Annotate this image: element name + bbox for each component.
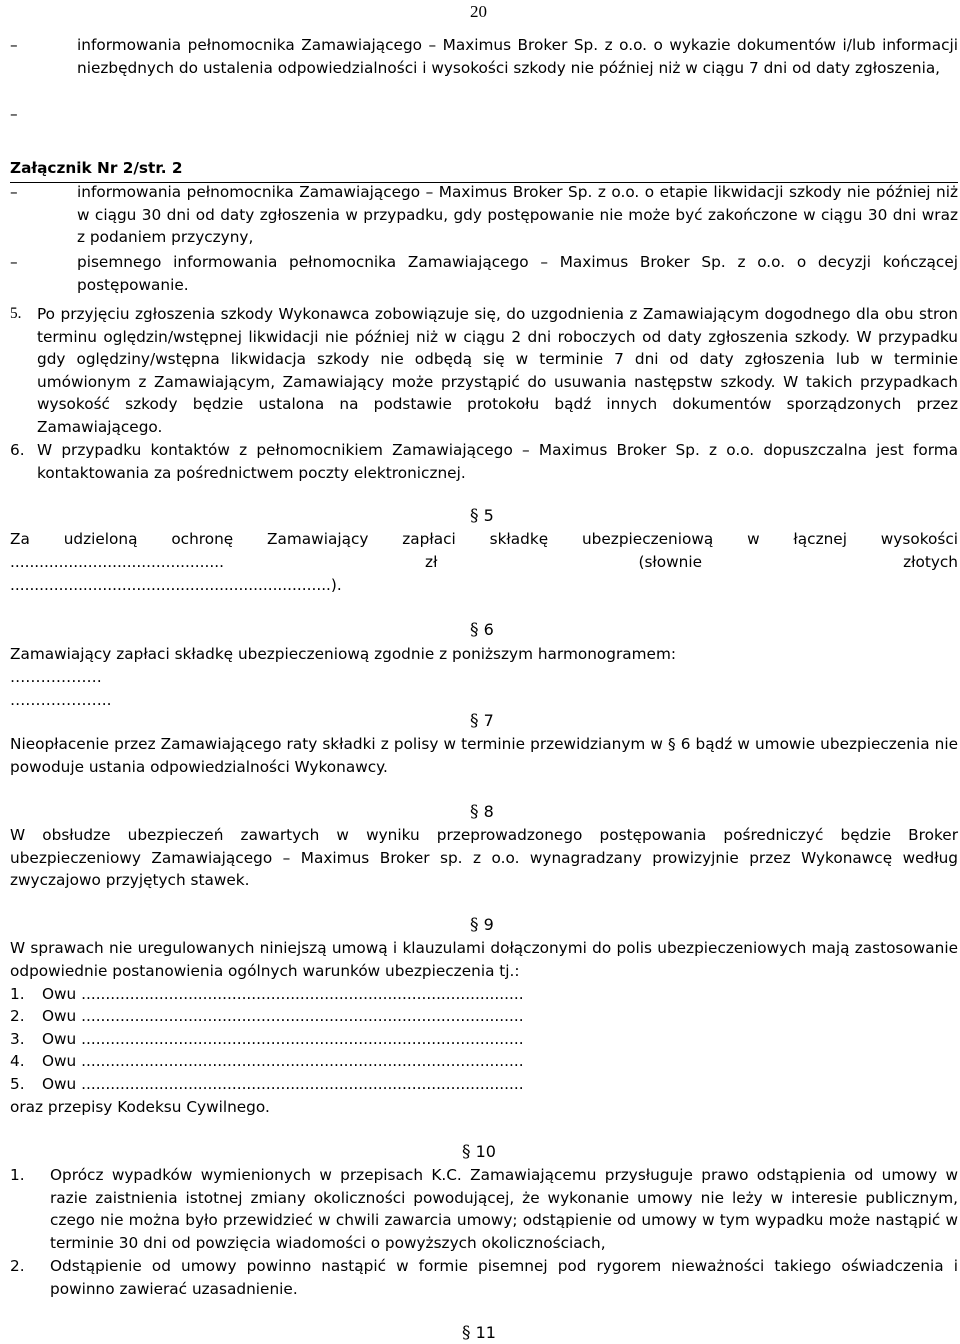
section-number: 10 (475, 1142, 496, 1161)
point-text: Oprócz wypadków wymienionych w przepisach K.C. Zamawiającemu przysługuje prawo odstąpienia od umowy w razie zaistnienia istotnej zmiany okoliczności powodującej, że wykonanie umowy nie leży w interesie publicznym, czego nie można było przewidzieć w chwili zawarcia umowy; odstąpienie od umowy w tym wypadku może nastąpić w terminie 30 dni od powzięcia wiadomości o powyższych okolicznościach, (50, 1166, 958, 1252)
item-number: 1. (10, 985, 25, 1003)
point-number: 1. (10, 1166, 25, 1184)
list-item (10, 1028, 524, 1051)
list-item (10, 1005, 524, 1028)
list-item-text: informowania pełnomocnika Zamawiającego – Maximus Broker Sp. z o.o. o wykazie dokumentów i/lub informacji niezbędnych do ustalenia odpowiedzialności i wysokości szkody nie później niż w ciągu 7 dni od daty zgłoszenia, (77, 36, 958, 77)
section-heading-11 (462, 1322, 496, 1344)
item-number: 5. (10, 1075, 25, 1093)
point-text: W przypadku kontaktów z pełnomocnikiem Zamawiającego – Maximus Broker Sp. z o.o. dopuszczalna jest forma kontaktowania za pośrednictwem poczty elektronicznej. (37, 441, 958, 482)
attachment-heading: Załącznik Nr 2/str. 2 (10, 159, 183, 177)
section-number: 7 (483, 711, 494, 730)
section-6-line-3: ……………….. (10, 691, 112, 709)
item-text: Owu ........................................................................................... (42, 1075, 524, 1093)
section-symbol: § (470, 802, 479, 822)
section-number: 9 (483, 915, 494, 934)
section-9-closing: oraz przepisy Kodeksu Cywilnego. (10, 1098, 270, 1116)
section-number: 11 (475, 1323, 496, 1342)
section-8-text: W obsłudze ubezpieczeń zawartych w wyniku przeprowadzonego postępowania pośredniczyć będzie Broker ubezpieczeniowy Zamawiającego – Maximus Broker sp. z o.o. wynagradzany prowizyjnie przez Wykonawcę według zwyczajowo przyjętych stawek. (10, 826, 958, 889)
dash-bullet: – (10, 105, 18, 123)
list-item (10, 181, 958, 249)
section-6-line-2: ……………… (10, 668, 102, 686)
section-heading-9 (470, 914, 494, 936)
point-text: Odstąpienie od umowy powinno nastąpić w formie pisemnej pod rygorem nieważności takiego oświadczenia i powinno zawierać uzasadnienie. (50, 1257, 958, 1298)
page-number: 20 (470, 2, 487, 21)
section-5-line-1: Za udzieloną ochronę Zamawiający zapłaci składkę ubezpieczeniową w łącznej wysokości (10, 530, 958, 548)
item-number: 4. (10, 1052, 25, 1070)
numbered-point-2 (10, 1255, 958, 1300)
dash-bullet: – (10, 253, 18, 271)
dash-bullet: – (10, 183, 18, 201)
section-heading-7 (470, 710, 494, 732)
item-text: Owu ........................................................................................... (42, 1030, 524, 1048)
section-symbol: § (470, 506, 479, 526)
item-number: 2. (10, 1007, 25, 1025)
section-5-line-3: ..................................................................). (10, 576, 342, 594)
numbered-point-1 (10, 1164, 958, 1254)
section-7-text: Nieopłacenie przez Zamawiającego raty składki z polisy w terminie przewidzianym w § 6 bądź w umowie ubezpieczenia nie powoduje ustania odpowiedzialności Wykonawcy. (10, 735, 958, 776)
list-item (10, 1073, 524, 1096)
section-symbol: § (470, 711, 479, 731)
section-symbol: § (462, 1142, 471, 1162)
section-6-line-1: Zamawiający zapłaci składkę ubezpieczeniową zgodnie z poniższym harmonogramem: (10, 645, 676, 663)
section-symbol: § (462, 1323, 471, 1343)
point-number: 2. (10, 1257, 25, 1275)
item-number: 3. (10, 1030, 25, 1048)
list-item (10, 1050, 524, 1073)
list-item (10, 34, 958, 79)
list-item (10, 251, 958, 296)
list-item-text: pisemnego informowania pełnomocnika Zamawiającego – Maximus Broker Sp. z o.o. o decyzji kończącej postępowanie. (77, 253, 958, 294)
item-text: Owu ........................................................................................... (42, 1052, 524, 1070)
section-heading-6 (470, 619, 494, 641)
section-heading-5 (470, 505, 494, 527)
section-number: 5 (483, 506, 494, 525)
section-heading-8 (470, 801, 494, 823)
section-5-line-2: ............................................ zł (słownie złotych (10, 553, 958, 571)
numbered-point-5 (10, 303, 958, 439)
section-9-intro: W sprawach nie uregulowanych niniejszą umową i klauzulami dołączonymi do polis ubezpieczeniowych mają zastosowanie odpowiednie postanowienia ogólnych warunków ubezpieczenia tj.: (10, 939, 958, 980)
item-text: Owu ........................................................................................... (42, 985, 524, 1003)
section-heading-10 (462, 1141, 496, 1163)
list-item-text: informowania pełnomocnika Zamawiającego – Maximus Broker Sp. z o.o. o etapie likwidacji szkody nie później niż w ciągu 30 dni od daty zgłoszenia w przypadku, gdy postępowanie nie może być zakończone w ciągu 30 dni wraz z podaniem przyczyny, (77, 183, 958, 247)
item-text: Owu ........................................................................................... (42, 1007, 524, 1025)
point-text: Po przyjęciu zgłoszenia szkody Wykonawca zobowiązuje się, do uzgodnienia z Zamawiającym dogodnego dla obu stron terminu oględzin/wstępnej likwidacji nie później niż w ciągu 2 dni roboczych od daty zgłoszenia szkody. W przypadku gdy oględziny/wstępna likwidacja szkody nie odbędą się w terminie 7 dni od daty zgłoszenia lub w terminie umówionym z Zamawiającym, Zamawiający może przystąpić do usuwania następstw szkody. W takich przypadkach wysokość szkody będzie ustalona na podstawie protokołu bądź innych dokumentów sporządzonych przez Zamawiającego. (37, 305, 958, 436)
point-number: 5. (10, 305, 22, 322)
dash-bullet: – (10, 36, 18, 54)
section-number: 8 (483, 802, 494, 821)
section-symbol: § (470, 620, 479, 640)
point-number: 6. (10, 441, 25, 459)
list-item (10, 983, 524, 1006)
section-number: 6 (483, 620, 494, 639)
numbered-point-6 (10, 439, 958, 484)
section-symbol: § (470, 915, 479, 935)
